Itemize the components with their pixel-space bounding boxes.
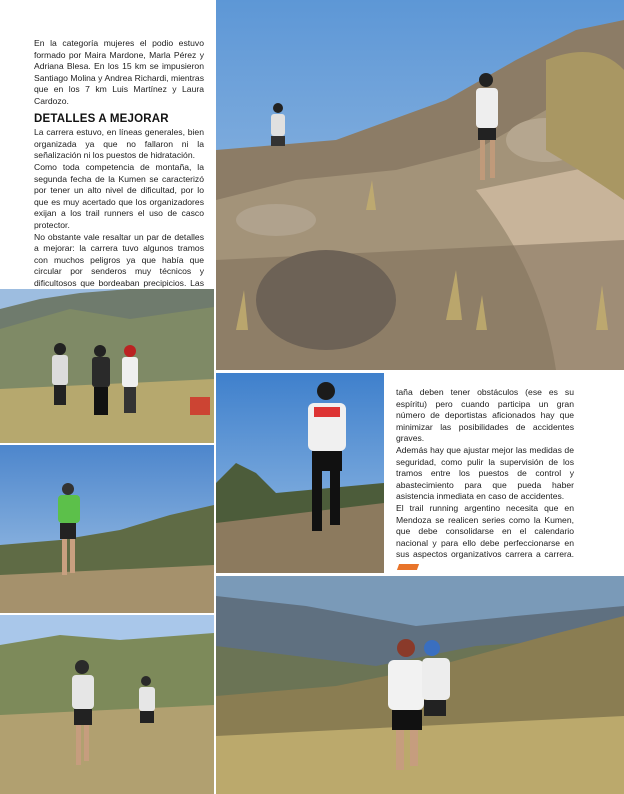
photo-runner-green-shirt [0, 445, 214, 613]
article-paragraph-final-text: El trail running argentino necesita que en Mendoza se realicen series como la Kumen, que debe consolidarse en el calendario nacional y para ello debe perfeccionarse en sus aspectos organizativos carrera a carrera. [396, 502, 574, 560]
photo-runner-group-checkpoint [0, 289, 214, 443]
photo-runners-pair-valley [216, 576, 624, 794]
article-paragraph-final [396, 503, 574, 573]
article-intro: En la categoría mujeres el podio estuvo formado por Maira Mardone, Marla Pérez y Adriana Blesa. En los 15 km se impusieron Santiago Molina y Andrea Richardi, mientras que en los 7 km Luis Martínez y Laura Cardozo. [34, 38, 204, 106]
section-heading: DETALLES A MEJORAR [34, 112, 169, 125]
article-paragraph: La carrera estuvo, en líneas generales, bien organizada ya que no fallaron ni la señalización ni los puestos de hidratación. [34, 127, 204, 161]
article-paragraph: taña deben tener obstáculos (ese es su espíritu) pero cuando participa un gran número de deportistas aficionados hay que minimizar las posibilidades de accidentes graves. [396, 387, 574, 444]
article-paragraph: Como toda competencia de montaña, la segunda fecha de la Kumen se caracterizó por tener un alto nivel de dificultad, por lo que es muy acertado que los organizadores exijan a los trail runners el uso de casco protector. [34, 161, 204, 230]
article-end-mark [397, 564, 419, 570]
article-column-left [34, 38, 204, 301]
article-paragraph: Además hay que ajustar mejor las medidas de seguridad, como pulir la supervisión de los tramos entre los puestos de control y abastecimiento para que pueda haber asistencia inmediata en caso de accidentes. [396, 444, 574, 502]
photo-runners-pair-bottom-left [0, 615, 214, 794]
photo-runners-rocky-trail [216, 0, 624, 370]
article-paragraph: No obstante vale resaltar un par de detalles a mejorar: la carrera tuvo algunos tramos con muchos peligros ya que había que circular por senderos muy técnicos y dificultosos que bordeaban precipicios. Las [34, 231, 204, 288]
photo-runner-descending [216, 373, 384, 573]
article-column-right [396, 387, 574, 573]
